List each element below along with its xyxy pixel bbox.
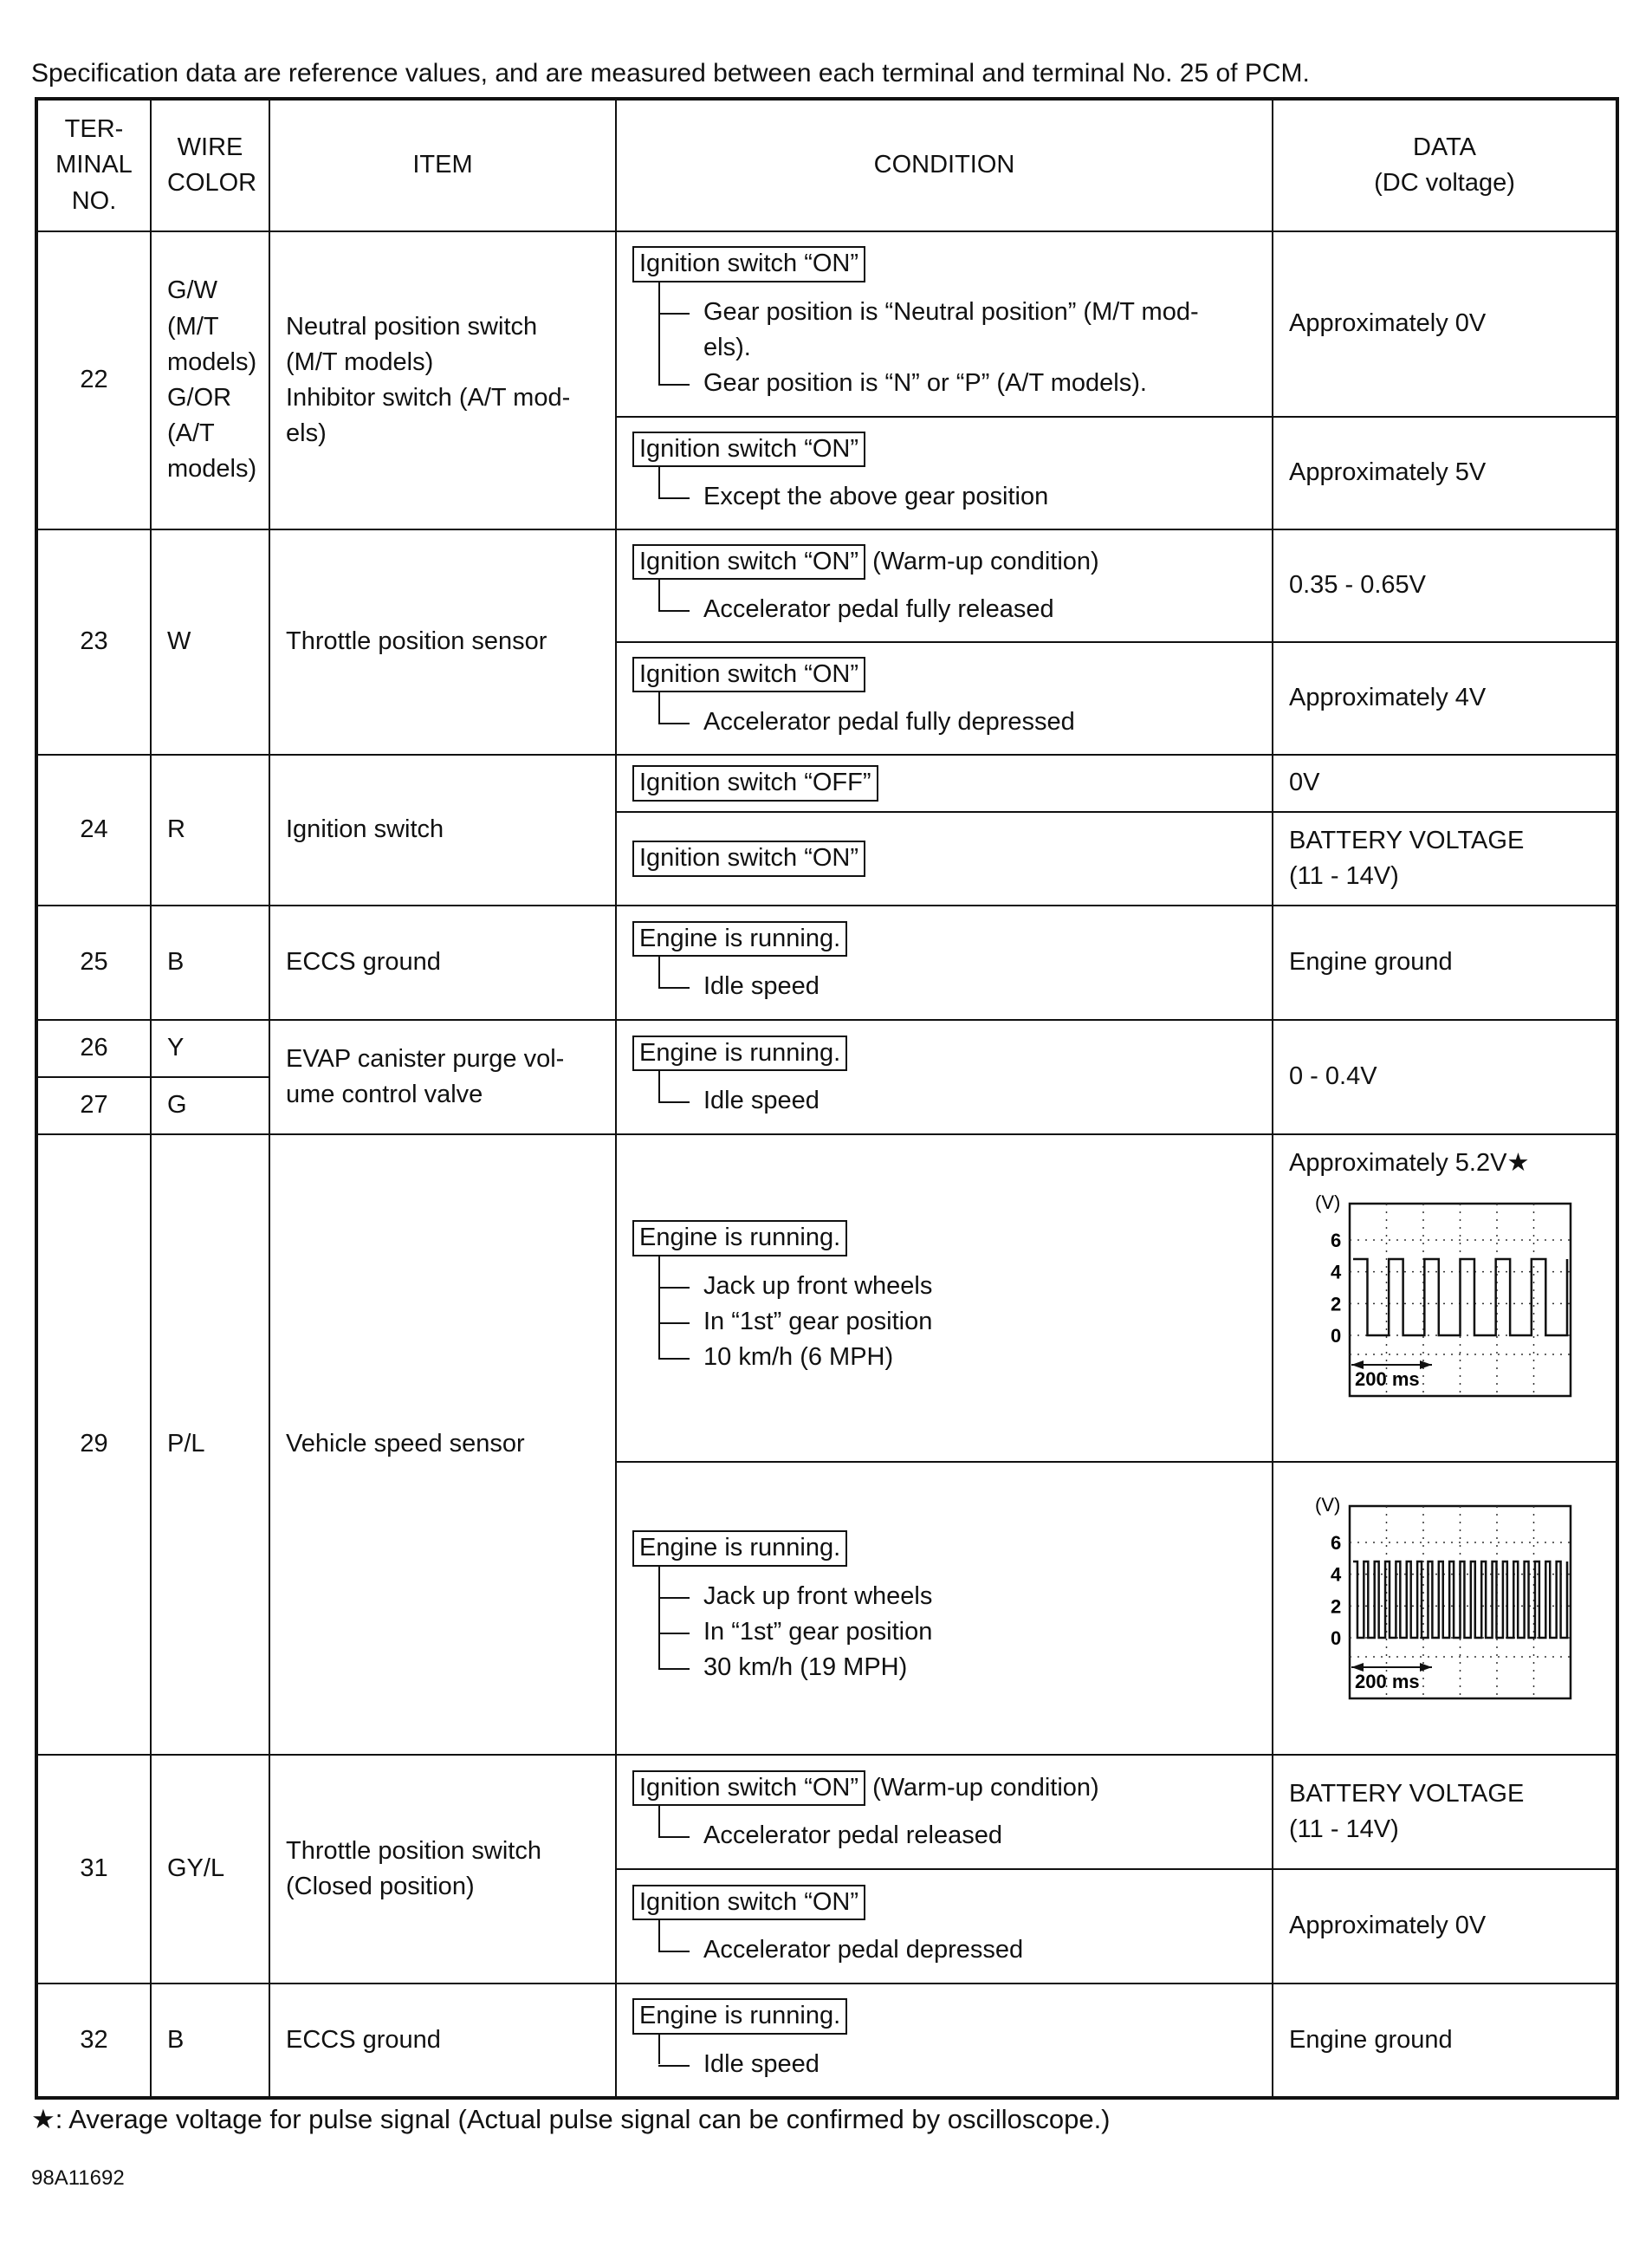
data-text: Approximately 5.2V★ — [1289, 1149, 1530, 1177]
wire-color: R — [151, 755, 269, 906]
item: Throttle position sensor — [269, 529, 616, 755]
condition-sub: 10 km/h (6 MPH) — [703, 1340, 1256, 1375]
table-row — [36, 906, 1617, 1020]
table-row — [36, 231, 1617, 417]
terminal-no: 23 — [36, 529, 151, 755]
table-row — [36, 1020, 1617, 1077]
wire-color: W — [151, 529, 269, 755]
wire-color: B — [151, 1984, 269, 2098]
condition — [616, 417, 1273, 529]
condition — [616, 906, 1273, 1020]
header-item: ITEM — [269, 99, 616, 231]
wire-color: Y — [151, 1020, 269, 1077]
wire-color: G/W (M/T models) G/OR (A/T models) — [151, 231, 269, 529]
condition-sub: Except the above gear position — [703, 479, 1256, 515]
data-value: 0.35 - 0.65V — [1273, 529, 1617, 642]
scope-tick-label: 6 — [1331, 1532, 1342, 1554]
table-row — [36, 1134, 1617, 1462]
time-arrowhead — [1420, 1663, 1432, 1672]
condition — [616, 812, 1273, 906]
spec-table — [35, 97, 1619, 2100]
condition-sub: Gear position is “Neutral position” (M/T mod- els). — [703, 295, 1256, 366]
item: Ignition switch — [269, 755, 616, 906]
data-value: 0 - 0.4V — [1273, 1020, 1617, 1134]
condition — [616, 529, 1273, 642]
scope-tick-label: 0 — [1331, 1627, 1342, 1649]
intro-text: Specification data are reference values, and are measured between each terminal and terminal No. 25 of PCM. — [31, 59, 1310, 88]
table-row — [36, 529, 1617, 642]
condition-sub: In “1st” gear position — [703, 1614, 1256, 1650]
condition-box: Ignition switch “ON” — [632, 1770, 865, 1807]
condition — [616, 1134, 1273, 1462]
data-value — [1273, 1462, 1617, 1755]
condition-sub: Idle speed — [703, 969, 1256, 1004]
data-value: Approximately 5V — [1273, 417, 1617, 529]
condition-note: (Warm-up condition) — [872, 1773, 1099, 1802]
condition-sub: Accelerator pedal depressed — [703, 1932, 1256, 1968]
condition — [616, 1020, 1273, 1134]
terminal-no: 27 — [36, 1077, 151, 1134]
condition-sub: Accelerator pedal fully depressed — [703, 704, 1256, 740]
oscilloscope-waveform-2 — [1289, 1494, 1575, 1711]
oscilloscope-waveform-1 — [1289, 1191, 1575, 1408]
wire-color: B — [151, 906, 269, 1020]
condition-box: Ignition switch “ON” — [632, 432, 865, 468]
data-value: Approximately 4V — [1273, 642, 1617, 755]
header-terminal: TER- MINAL NO. — [36, 99, 151, 231]
data-value — [1273, 1134, 1617, 1462]
scope-tick-label: 4 — [1331, 1261, 1342, 1283]
item: Throttle position switch (Closed position) — [269, 1755, 616, 1984]
data-value: Engine ground — [1273, 1984, 1617, 2098]
time-arrowhead — [1420, 1360, 1432, 1369]
wire-color: GY/L — [151, 1755, 269, 1984]
condition-sub: Jack up front wheels — [703, 1269, 1256, 1304]
terminal-no: 25 — [36, 906, 151, 1020]
data-value: Approximately 0V — [1273, 1869, 1617, 1984]
wire-color: P/L — [151, 1134, 269, 1755]
header-wire: WIRE COLOR — [151, 99, 269, 231]
condition — [616, 755, 1273, 812]
condition-sub: Gear position is “N” or “P” (A/T models). — [703, 366, 1256, 401]
condition-sub: Idle speed — [703, 1083, 1256, 1119]
condition-box: Engine is running. — [632, 921, 847, 958]
item: Neutral position switch (M/T models) Inhibitor switch (A/T mod- els) — [269, 231, 616, 529]
condition-sub: 30 km/h (19 MPH) — [703, 1650, 1256, 1685]
condition-box: Engine is running. — [632, 1530, 847, 1567]
condition-box: Ignition switch “ON” — [632, 246, 865, 282]
terminal-no: 31 — [36, 1755, 151, 1984]
scope-tick-label: 4 — [1331, 1563, 1342, 1586]
scope-tick-label: 2 — [1331, 1595, 1342, 1618]
terminal-no: 26 — [36, 1020, 151, 1077]
data-value: BATTERY VOLTAGE (11 - 14V) — [1273, 812, 1617, 906]
condition-box: Engine is running. — [632, 1220, 847, 1256]
condition — [616, 642, 1273, 755]
table-row — [36, 755, 1617, 812]
condition-sub: Jack up front wheels — [703, 1579, 1256, 1614]
condition-note: (Warm-up condition) — [872, 547, 1099, 575]
condition-box: Ignition switch “ON” — [632, 1885, 865, 1921]
condition — [616, 1984, 1273, 2098]
wire-color: G — [151, 1077, 269, 1134]
footnote: ★: Average voltage for pulse signal (Actual pulse signal can be confirmed by oscilloscope.) — [31, 2104, 1111, 2134]
item: EVAP canister purge vol- ume control valve — [269, 1020, 616, 1134]
figure-code: 98A11692 — [31, 2166, 125, 2190]
condition-box: Engine is running. — [632, 1998, 847, 2035]
terminal-no: 22 — [36, 231, 151, 529]
item: ECCS ground — [269, 1984, 616, 2098]
data-value: BATTERY VOLTAGE (11 - 14V) — [1273, 1755, 1617, 1869]
terminal-no: 24 — [36, 755, 151, 906]
header-row — [36, 99, 1617, 231]
scope-unit: (V) — [1315, 1191, 1341, 1214]
header-condition: CONDITION — [616, 99, 1273, 231]
scope-tick-label: 2 — [1331, 1293, 1342, 1315]
condition-sub: Idle speed — [703, 2047, 1256, 2082]
condition-sub: In “1st” gear position — [703, 1304, 1256, 1340]
condition-box: Engine is running. — [632, 1036, 847, 1072]
condition — [616, 231, 1273, 417]
condition-box: Ignition switch “ON” — [632, 544, 865, 581]
scope-unit: (V) — [1315, 1494, 1341, 1516]
terminal-no: 29 — [36, 1134, 151, 1755]
item: Vehicle speed sensor — [269, 1134, 616, 1755]
data-value: Approximately 0V — [1273, 231, 1617, 417]
condition-box: Ignition switch “ON” — [632, 657, 865, 693]
scope-tick-label: 0 — [1331, 1325, 1342, 1347]
condition — [616, 1869, 1273, 1984]
condition-box: Ignition switch “ON” — [632, 841, 865, 877]
time-label: 200 ms — [1355, 1368, 1420, 1391]
data-value: 0V — [1273, 755, 1617, 812]
table-row — [36, 1755, 1617, 1869]
scope-waveform — [1353, 1259, 1567, 1335]
data-value: Engine ground — [1273, 906, 1617, 1020]
item: ECCS ground — [269, 906, 616, 1020]
condition-sub: Accelerator pedal released — [703, 1818, 1256, 1854]
table-row — [36, 1984, 1617, 2098]
condition — [616, 1462, 1273, 1755]
condition-sub: Accelerator pedal fully released — [703, 592, 1256, 627]
terminal-no: 32 — [36, 1984, 151, 2098]
scope-waveform — [1353, 1562, 1567, 1638]
time-label: 200 ms — [1355, 1671, 1420, 1692]
condition — [616, 1755, 1273, 1869]
header-data: DATA (DC voltage) — [1273, 99, 1617, 231]
condition-box: Ignition switch “OFF” — [632, 765, 878, 802]
scope-tick-label: 6 — [1331, 1230, 1342, 1252]
